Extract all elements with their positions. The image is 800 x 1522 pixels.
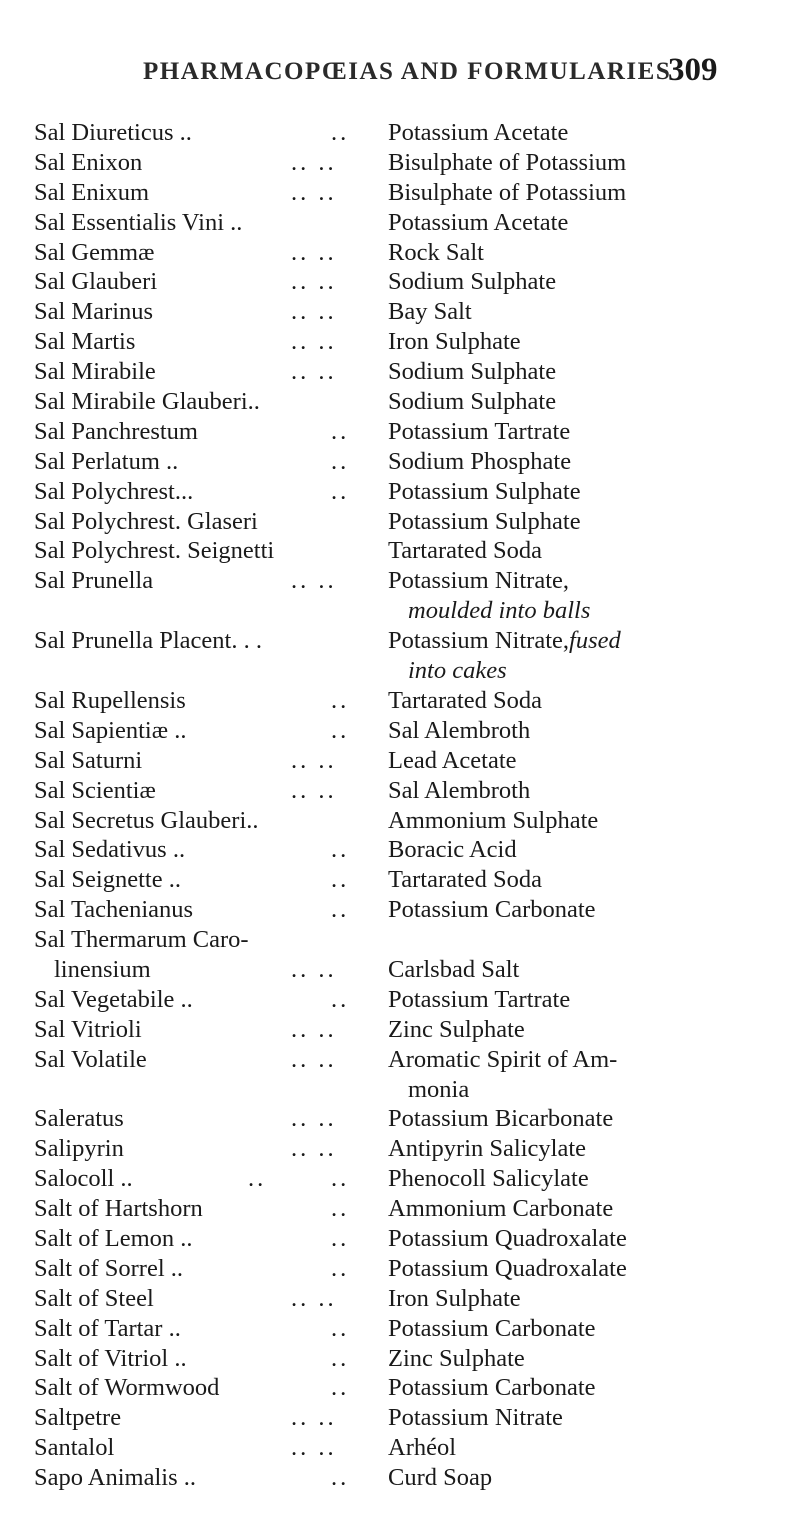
entry-term xyxy=(34,686,186,716)
dot-leader: .. xyxy=(331,716,350,744)
dot-leader: .. xyxy=(331,1254,350,1282)
entry-term xyxy=(34,387,260,417)
list-item xyxy=(0,507,800,537)
dot-leader: .. xyxy=(331,985,350,1013)
entry-term-text: Sal Tachenianus xyxy=(34,896,194,924)
list-item xyxy=(0,686,800,716)
entry-term-text: Sal Rupellensis xyxy=(34,686,186,714)
list-item xyxy=(0,267,800,297)
list-item xyxy=(0,865,800,895)
page-number: 309 xyxy=(668,52,718,88)
entry-definition xyxy=(388,686,542,716)
entry-definition xyxy=(388,148,626,178)
entry-definition xyxy=(388,1015,525,1045)
list-item xyxy=(0,1254,800,1284)
entry-definition-text: Zinc Sulphate xyxy=(388,1015,525,1043)
entry-term xyxy=(34,536,274,566)
entry-term-text: Sal Prunella Placent. . . xyxy=(34,627,262,655)
entry-term-text: Sal Essentialis Vini .. xyxy=(34,208,243,236)
entry-term xyxy=(34,1373,219,1403)
entry-definition-text: Potassium Sulphate xyxy=(388,477,581,505)
entry-definition-text: Sodium Phosphate xyxy=(388,447,572,475)
dot-leader: .. .. xyxy=(291,238,337,266)
entry-term-text: Sal Mirabile Glauberi.. xyxy=(34,388,260,416)
entry-term-text: Salt of Lemon .. xyxy=(34,1225,193,1253)
entry-term xyxy=(34,1433,114,1463)
entry-definition-text: Carlsbad Salt xyxy=(388,955,520,983)
entry-definition xyxy=(388,507,581,537)
entry-definition xyxy=(388,865,542,895)
entry-term-text: Sal Scientiæ xyxy=(34,776,156,804)
list-item xyxy=(0,1015,800,1045)
entry-term xyxy=(34,985,193,1015)
entry-definition xyxy=(388,985,570,1015)
entry-definition-text: Iron Sulphate xyxy=(388,1284,521,1312)
entry-definition xyxy=(388,835,517,865)
entry-term xyxy=(34,477,193,507)
entry-definition-text: Sal Alembroth xyxy=(388,776,531,804)
entry-term-text: Sal Diureticus .. xyxy=(34,119,192,146)
entry-term-text: Salt of Tartar .. xyxy=(34,1314,181,1342)
entry-definition-text: Sodium Sulphate xyxy=(388,388,557,416)
entry-term xyxy=(34,357,156,387)
list-item xyxy=(0,1104,800,1134)
list-item xyxy=(0,208,800,238)
entry-term xyxy=(34,417,198,447)
dot-leader: .. xyxy=(331,896,350,924)
entry-term-text: Saleratus xyxy=(34,1105,124,1133)
entry-definition-text: Tartarated Soda xyxy=(388,866,543,894)
entry-definition xyxy=(388,1344,525,1374)
entry-term xyxy=(34,865,181,895)
entry-definition-text: Tartarated Soda xyxy=(388,686,543,714)
dot-leader: .. .. xyxy=(291,298,337,326)
entry-definition-italic: fused xyxy=(569,627,621,655)
entry-term-text: Sal Panchrestum xyxy=(34,417,198,445)
list-item xyxy=(0,1045,800,1105)
dot-leader: .. .. xyxy=(291,328,337,356)
entry-definition xyxy=(388,1254,627,1284)
entry-term-continuation: linensium xyxy=(54,955,151,983)
dot-leader: .. .. xyxy=(291,268,337,296)
entry-term-text: Sal Prunella xyxy=(34,567,154,595)
entry-definition-text: Zinc Sulphate xyxy=(388,1344,525,1372)
entry-definition-text: Sodium Sulphate xyxy=(388,268,557,296)
entry-definition xyxy=(388,1164,589,1194)
entry-term xyxy=(34,1104,124,1134)
dot-leader: .. xyxy=(331,836,350,864)
entry-definition xyxy=(388,1463,492,1493)
list-item xyxy=(0,1344,800,1374)
entry-term-text: Sal Sedativus .. xyxy=(34,836,186,864)
entry-term xyxy=(34,447,178,477)
entry-term xyxy=(34,1224,193,1254)
entry-definition xyxy=(388,357,556,387)
entry-term xyxy=(34,1403,121,1433)
list-item xyxy=(0,417,800,447)
entry-term-text: Sal Seignette .. xyxy=(34,866,181,894)
entry-term xyxy=(34,806,259,836)
entry-definition xyxy=(388,417,570,447)
entry-definition-text: Potassium Acetate xyxy=(388,119,569,146)
dot-leader: .. .. xyxy=(291,1045,337,1073)
entry-definition-text: Potassium Carbonate xyxy=(388,1314,596,1342)
dot-leader: .. .. xyxy=(291,1284,337,1312)
dot-leader: .. .. xyxy=(291,1434,337,1462)
dot-leader: .. xyxy=(331,119,350,146)
entry-term-text: Sal Polychrest. Glaseri xyxy=(34,507,258,535)
list-item xyxy=(0,447,800,477)
entry-term xyxy=(34,327,135,357)
entry-term-text: Sal Enixon xyxy=(34,148,143,176)
entry-term-text: Sal Volatile xyxy=(34,1045,147,1073)
entry-term-text: Sal Glauberi xyxy=(34,268,158,296)
list-item xyxy=(0,148,800,178)
entry-definition-text: Iron Sulphate xyxy=(388,328,521,356)
dot-leader: .. xyxy=(331,686,350,714)
entry-definition-text: Potassium Nitrate, xyxy=(388,627,570,655)
entry-definition xyxy=(388,806,598,836)
entry-definition-text: Ammonium Carbonate xyxy=(388,1195,614,1223)
list-item xyxy=(0,477,800,507)
entry-term-text: Sal Mirabile xyxy=(34,358,156,386)
list-item xyxy=(0,716,800,746)
entry-term-text: Sal Sapientiæ .. xyxy=(34,716,187,744)
entry-definition xyxy=(388,387,556,417)
dot-leader: .. xyxy=(331,477,350,505)
entry-term-text: Santalol xyxy=(34,1434,115,1462)
entry-definition xyxy=(388,297,472,327)
list-item xyxy=(0,357,800,387)
list-item xyxy=(0,297,800,327)
entry-term-text: Sal Secretus Glauberi.. xyxy=(34,806,259,834)
entry-definition xyxy=(388,208,568,238)
entry-definition-text: Tartarated Soda xyxy=(388,537,543,565)
list-item xyxy=(0,1463,800,1493)
entry-term xyxy=(34,1463,196,1493)
entry-term-text: Sal Perlatum .. xyxy=(34,447,179,475)
entry-definition xyxy=(388,1284,521,1314)
dot-leader: .. .. xyxy=(291,178,337,206)
list-item xyxy=(0,895,800,925)
list-item xyxy=(0,776,800,806)
dot-leader: .. xyxy=(331,447,350,475)
entry-term-text: Salocoll .. xyxy=(34,1165,133,1193)
entry-definition xyxy=(388,776,530,806)
entry-definition xyxy=(388,118,568,148)
entry-definition xyxy=(388,1314,596,1344)
entry-definition-text: Potassium Sulphate xyxy=(388,507,581,535)
list-item xyxy=(0,118,800,148)
entry-definition xyxy=(388,1194,613,1224)
entry-term-text: Sal Vegetabile .. xyxy=(34,985,193,1013)
entry-definition-text: Ammonium Sulphate xyxy=(388,806,599,834)
entry-definition-text: Potassium Carbonate xyxy=(388,896,596,924)
entry-term xyxy=(34,1015,142,1045)
dot-leader: .. xyxy=(331,1374,350,1402)
list-item xyxy=(0,746,800,776)
entry-term xyxy=(34,1344,187,1374)
entry-term xyxy=(34,148,142,178)
page-header xyxy=(0,52,800,98)
entry-term-text: Salt of Wormwood xyxy=(34,1374,220,1402)
entry-definition-text: Potassium Bicarbonate xyxy=(388,1105,614,1133)
entry-definition-text: Antipyrin Salicylate xyxy=(388,1135,586,1163)
entry-definition-text: Boracic Acid xyxy=(388,836,517,864)
entry-definition xyxy=(388,327,521,357)
entry-definition-text: Potassium Carbonate xyxy=(388,1374,596,1402)
list-item xyxy=(0,1164,800,1194)
list-item xyxy=(0,238,800,268)
dot-leader: .. .. xyxy=(291,1404,337,1432)
entry-definition-continuation: monia xyxy=(408,1075,470,1103)
synonym-list xyxy=(0,118,800,1493)
list-item xyxy=(0,985,800,1015)
entry-term xyxy=(34,208,242,238)
entry-definition-text: Potassium Tartrate xyxy=(388,985,571,1013)
list-item xyxy=(0,327,800,357)
entry-term-text: Salipyrin xyxy=(34,1135,124,1163)
dot-leader: .. xyxy=(331,1344,350,1372)
entry-term-text: Sal Martis xyxy=(34,328,136,356)
entry-term xyxy=(34,178,149,208)
entry-definition-text: Sodium Sulphate xyxy=(388,358,557,386)
entry-definition xyxy=(388,626,621,686)
entry-term-text: Sal Saturni xyxy=(34,746,143,774)
list-item xyxy=(0,835,800,865)
dot-leader: .. .. xyxy=(291,1135,337,1163)
entry-definition-text: Aromatic Spirit of Am- xyxy=(388,1045,618,1073)
dot-leader: .. .. xyxy=(291,955,337,983)
entry-definition xyxy=(388,746,517,776)
entry-definition xyxy=(388,955,519,985)
dot-leader: .. .. xyxy=(291,1105,337,1133)
entry-term-text: Sal Vitrioli xyxy=(34,1015,142,1043)
dot-leader: .. xyxy=(331,866,350,894)
list-item xyxy=(0,1403,800,1433)
entry-term xyxy=(34,835,185,865)
entry-definition-continuation: moulded into balls xyxy=(408,597,591,625)
list-item xyxy=(0,566,800,626)
entry-definition-text: Bisulphate of Potassium xyxy=(388,148,627,176)
dot-leader: .. xyxy=(331,417,350,445)
entry-definition-text: Potassium Acetate xyxy=(388,208,569,236)
list-item xyxy=(0,1224,800,1254)
entry-term-text: Salt of Sorrel .. xyxy=(34,1254,184,1282)
entry-term xyxy=(34,297,153,327)
entry-term-text: Saltpetre xyxy=(34,1404,122,1432)
list-item xyxy=(0,626,800,686)
dot-leader: .. xyxy=(331,1464,350,1492)
dot-leader: .. .. xyxy=(291,776,337,804)
entry-term xyxy=(34,925,249,985)
dot-leader: .. xyxy=(331,1314,350,1342)
entry-definition-text: Potassium Quadroxalate xyxy=(388,1254,627,1282)
entry-definition xyxy=(388,1045,617,1105)
list-item xyxy=(0,1373,800,1403)
dot-leader: .. .. xyxy=(291,148,337,176)
entry-definition xyxy=(388,566,590,626)
entry-term-text: Sal Enixum xyxy=(34,178,150,206)
entry-definition xyxy=(388,1373,596,1403)
entry-term xyxy=(34,1164,133,1194)
entry-term xyxy=(34,1254,183,1284)
entry-definition xyxy=(388,1104,613,1134)
entry-term xyxy=(34,507,258,537)
entry-definition xyxy=(388,1403,563,1433)
entry-definition-text: Lead Acetate xyxy=(388,746,517,774)
dot-leader: .. .. xyxy=(291,358,337,386)
entry-definition xyxy=(388,895,596,925)
entry-definition-text: Bay Salt xyxy=(388,298,472,326)
entry-term-text: Sal Polychrest... xyxy=(34,477,194,505)
entry-definition xyxy=(388,1224,627,1254)
entry-term-text: Salt of Hartshorn xyxy=(34,1195,203,1223)
entry-definition xyxy=(388,1134,586,1164)
entry-definition xyxy=(388,536,542,566)
entry-term xyxy=(34,1284,154,1314)
entry-term-text: Salt of Steel xyxy=(34,1284,154,1312)
entry-definition xyxy=(388,1433,456,1463)
running-head: PHARMACOPŒIAS AND FORMULARIES xyxy=(143,58,672,85)
entry-term xyxy=(34,566,153,596)
entry-term xyxy=(34,626,262,656)
dot-leader: .. xyxy=(248,1165,267,1193)
list-item xyxy=(0,806,800,836)
entry-term-text: Sal Gemmæ xyxy=(34,238,155,266)
list-item xyxy=(0,1433,800,1463)
entry-definition-text: Potassium Nitrate xyxy=(388,1404,563,1432)
entry-definition xyxy=(388,238,484,268)
list-item xyxy=(0,1314,800,1344)
entry-definition xyxy=(388,716,530,746)
dot-leader: .. .. xyxy=(291,1015,337,1043)
entry-definition-text: Potassium Tartrate xyxy=(388,417,571,445)
entry-term xyxy=(34,1194,203,1224)
entry-term-text: Sal Polychrest. Seignetti xyxy=(34,537,275,565)
dot-leader: .. xyxy=(331,1225,350,1253)
entry-term xyxy=(34,238,154,268)
list-item xyxy=(0,1284,800,1314)
entry-term xyxy=(34,716,186,746)
entry-definition xyxy=(388,477,581,507)
entry-term-text: Sal Thermarum Caro- xyxy=(34,926,249,954)
entry-term xyxy=(34,1314,181,1344)
dot-leader: .. xyxy=(331,1195,350,1223)
list-item xyxy=(0,1194,800,1224)
dot-leader: .. .. xyxy=(291,746,337,774)
entry-term-text: Sapo Animalis .. xyxy=(34,1464,196,1492)
entry-term-text: Sal Marinus xyxy=(34,298,154,326)
entry-definition-continuation: into cakes xyxy=(408,657,507,685)
list-item xyxy=(0,387,800,417)
entry-definition-text: Bisulphate of Potassium xyxy=(388,178,627,206)
entry-definition-text: Sal Alembroth xyxy=(388,716,531,744)
list-item xyxy=(0,178,800,208)
entry-term xyxy=(34,746,142,776)
entry-term xyxy=(34,267,157,297)
dot-leader: .. xyxy=(331,1165,350,1193)
entry-definition-text: Rock Salt xyxy=(388,238,484,266)
list-item xyxy=(0,536,800,566)
entry-definition xyxy=(388,267,556,297)
entry-definition-text: Curd Soap xyxy=(388,1464,493,1492)
entry-definition-text: Potassium Nitrate, xyxy=(388,567,570,595)
entry-definition-text: Potassium Quadroxalate xyxy=(388,1225,627,1253)
entry-term xyxy=(34,1045,147,1075)
list-item xyxy=(0,925,800,985)
entry-definition xyxy=(388,178,626,208)
entry-term xyxy=(34,895,193,925)
entry-term xyxy=(34,1134,124,1164)
entry-definition xyxy=(388,447,571,477)
entry-term xyxy=(34,776,156,806)
entry-term-text: Salt of Vitriol .. xyxy=(34,1344,187,1372)
entry-definition-text: Phenocoll Salicylate xyxy=(388,1165,589,1193)
entry-definition-text: Arhéol xyxy=(388,1434,457,1462)
dot-leader: .. .. xyxy=(291,567,337,595)
entry-term xyxy=(34,118,192,148)
list-item xyxy=(0,1134,800,1164)
